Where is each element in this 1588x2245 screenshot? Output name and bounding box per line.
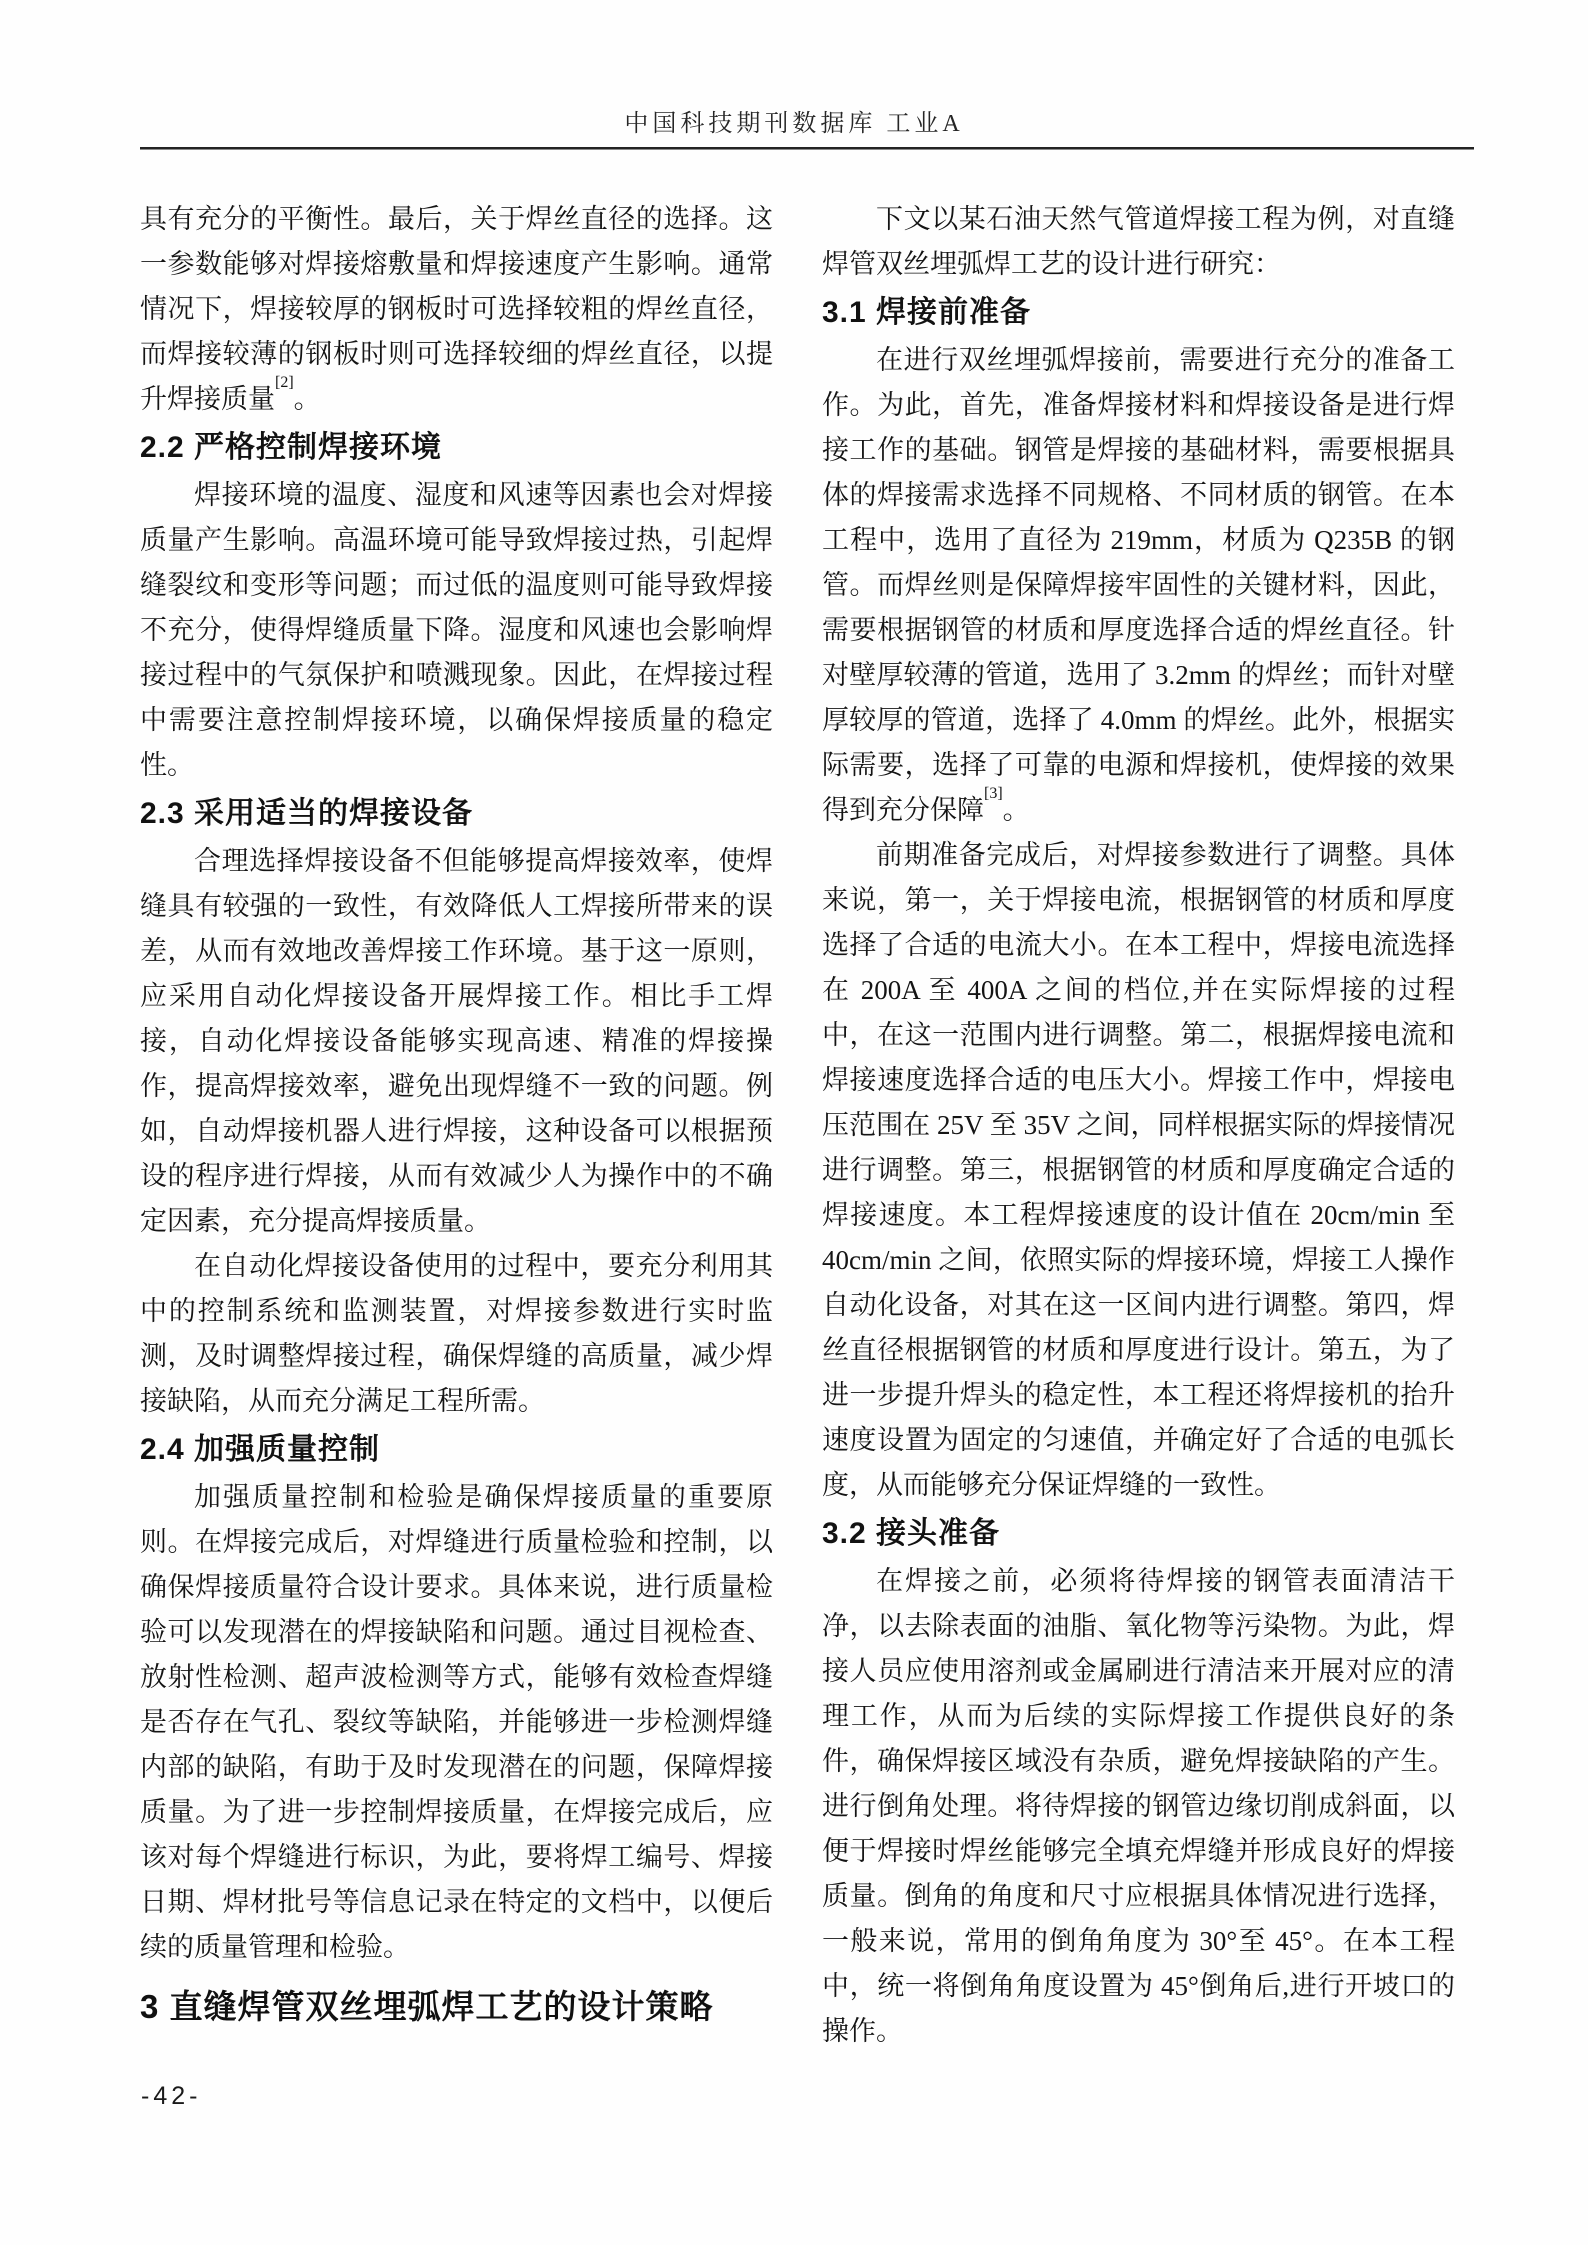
paragraph-pre-weld-preparation — [822, 338, 1455, 833]
paragraph-welding-environment: 焊接环境的温度、湿度和风速等因素也会对焊接质量产生影响。高温环境可能导致焊接过热，引起焊缝裂纹和变形等问题；而过低的温度则可能导致焊接不充分，使得焊缝质量下降。湿度和风速也会影响焊接过程中的气氛保护和喷溅现象。因此，在焊接过程中需要注意控制焊接环境，以确保焊接质量的稳定性。 — [140, 480, 773, 780]
paragraph-text-end: 。 — [293, 384, 321, 414]
page-number: -42- — [141, 2082, 202, 2110]
section-heading-3: 3 直缝焊管双丝埋弧焊工艺的设计策略 — [140, 1988, 714, 2025]
right-column — [822, 197, 1455, 2054]
section-heading-2-2: 2.2 严格控制焊接环境 — [140, 431, 443, 464]
paragraph-welding-equipment-1: 合理选择焊接设备不但能够提高焊接效率，使焊缝具有较强的一致性，有效降低人工焊接所带来的误差，从而有效地改善焊接工作环境。基于这一原则，应采用自动化焊接设备开展焊接工作。相比手工焊接，自动化焊接设备能够实现高速、精准的焊接操作，提高焊接效率，避免出现焊缝不一致的问题。例如，自动焊接机器人进行焊接，这种设备可以根据预设的程序进行焊接，从而有效减少人为操作中的不确定因素，充分提高焊接质量。 — [140, 846, 773, 1236]
paragraph-text: 具有充分的平衡性。最后，关于焊丝直径的选择。这一参数能够对焊接熔敷量和焊接速度产生影响。通常情况下，焊接较厚的钢板时可选择较粗的焊丝直径，而焊接较薄的钢板时则可选择较细的焊丝直径，以提升焊接质量 — [140, 204, 773, 414]
paragraph-intro: 下文以某石油天然气管道焊接工程为例，对直缝焊管双丝埋弧焊工艺的设计进行研究： — [822, 204, 1455, 279]
section-heading-3-2: 3.2 接头准备 — [822, 1517, 1001, 1550]
section-heading-2-4: 2.4 加强质量控制 — [140, 1433, 381, 1466]
paragraph-parameter-adjustment: 前期准备完成后，对焊接参数进行了调整。具体来说，第一，关于焊接电流，根据钢管的材质和厚度选择了合适的电流大小。在本工程中，焊接电流选择在 200A 至 400A 之间的档位,并在实际焊接的过程中，在这一范围内进行调整。第二，根据焊接电流和焊接速度选择合适的电压大小。焊接工作中，焊接电压范围在 25V 至 35V 之间，同样根据实际的焊接情况进行调整。第三，根据钢管的材质和厚度确定合适的焊接速度。本工程焊接速度的设计值在 20cm/min 至 40cm/min 之间，依照实际的焊接环境，焊接工人操作自动化设备，对其在这一区间内进行调整。第四，焊丝直径根据钢管的材质和厚度进行设计。第五，为了进一步提升焊头的稳定性，本工程还将焊接机的抬升速度设置为固定的匀速值，并确定好了合适的电弧长度，从而能够充分保证焊缝的一致性。 — [822, 840, 1455, 1500]
paragraph-quality-control: 加强质量控制和检验是确保焊接质量的重要原则。在焊接完成后，对焊缝进行质量检验和控制，以确保焊接质量符合设计要求。具体来说，进行质量检验可以发现潜在的焊接缺陷和问题。通过目视检查、放射性检测、超声波检测等方式，能够有效检查焊缝是否存在气孔、裂纹等缺陷，并能够进一步检测焊缝内部的缺陷，有助于及时发现潜在的问题，保障焊接质量。为了进一步控制焊接质量，在焊接完成后，应该对每个焊缝进行标识，为此，要将焊工编号、焊接日期、焊材批号等信息记录在特定的文档中，以便后续的质量管理和检验。 — [140, 1482, 773, 1962]
paragraph-text: 在进行双丝埋弧焊接前，需要进行充分的准备工作。为此，首先，准备焊接材料和焊接设备是进行焊接工作的基础。钢管是焊接的基础材料，需要根据具体的焊接需求选择不同规格、不同材质的钢管。在本工程中，选用了直径为 219mm，材质为 Q235B 的钢管。而焊丝则是保障焊接牢固性的关键材料，因此，需要根据钢管的材质和厚度选择合适的焊丝直径。针对壁厚较薄的管道，选用了 3.2mm 的焊丝；而针对壁厚较厚的管道，选择了 4.0mm 的焊丝。此外，根据实际需要，选择了可靠的电源和焊接机，使焊接的效果得到充分保障 — [822, 345, 1455, 825]
header-rule — [140, 147, 1474, 150]
section-heading-2-3: 2.3 采用适当的焊接设备 — [140, 797, 474, 830]
two-column-body — [140, 197, 1455, 2054]
journal-header-title: 中国科技期刊数据库 工业A — [624, 111, 964, 137]
citation-ref-2: [2] — [275, 374, 294, 391]
paragraph-text-end: 。 — [1002, 795, 1030, 825]
citation-ref-3: [3] — [984, 785, 1003, 802]
paragraph-joint-preparation: 在焊接之前，必须将待焊接的钢管表面清洁干净，以去除表面的油脂、氧化物等污染物。为此，焊接人员应使用溶剂或金属刷进行清洁来开展对应的清理工作，从而为后续的实际焊接工作提供良好的条件，确保焊接区域没有杂质，避免焊接缺陷的产生。进行倒角处理。将待焊接的钢管边缘切削成斜面，以便于焊接时焊丝能够完全填充焊缝并形成良好的焊接质量。倒角的角度和尺寸应根据具体情况进行选择，一般来说，常用的倒角角度为 30°至 45°。在本工程中，统一将倒角角度设置为 45°倒角后,进行开坡口的操作。 — [822, 1566, 1455, 2046]
section-heading-3-1: 3.1 焊接前准备 — [822, 296, 1032, 329]
paragraph-wire-diameter — [140, 197, 773, 422]
paragraph-welding-equipment-2: 在自动化焊接设备使用的过程中，要充分利用其中的控制系统和监测装置，对焊接参数进行实时监测，及时调整焊接过程，确保焊缝的高质量，减少焊接缺陷，从而充分满足工程所需。 — [140, 1251, 773, 1416]
left-column — [140, 197, 773, 2034]
